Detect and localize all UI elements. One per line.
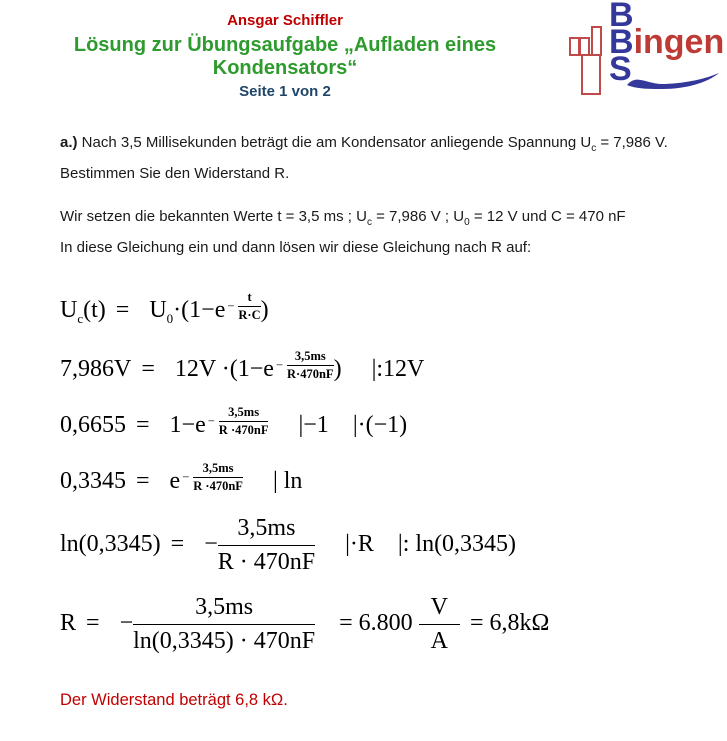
problem-label: a.) [60,134,78,151]
exponent-fraction: − $\frac{t}{R\cdot C}$ [227,290,261,322]
logo-letter-s: S [609,50,632,89]
conclusion-text: Der Widerstand beträgt 6,8 kΩ. [60,690,288,709]
operation-minus-1: |−1 [298,411,329,438]
equation-isolated-exponential: 0,3345 = e − $\frac{3,5ms}{R \cdot 470nF}$ | ln [60,460,303,494]
operation-times-r: |·R [345,530,374,557]
given-values-line2: In diese Gleichung ein und dann lösen wir diese Gleichung nach R auf: [60,239,532,256]
logo-ingen-text: ingen [633,23,725,62]
building-icon [567,16,607,96]
author-name: Ansgar Schiffler [227,12,343,29]
bbs-bingen-logo [567,0,725,96]
equation-result: R = − $\frac{3,5ms}{\ln(0,3345) \cdot 470nF}$ = 6.800 $\frac{V}{A}$ = 6,8kΩ [60,593,550,654]
equation-logarithm: ln(0,3345) = − $\frac{3,5ms}{R \cdot 470nF}$ |·R |: ln(0,3345) [60,514,517,575]
operation-times-minus-1: |·(−1) [352,411,408,438]
display-fraction: $\frac{3,5ms}{\ln(0,3345) \cdot 470nF}$ [133,593,316,654]
exponent-fraction: − $\frac{3,5ms}{R \cdot 470nF}$ [182,460,243,493]
operation-divide-ln: |: ln(0,3345) [397,530,517,557]
exponent-fraction: − $\frac{3,5ms}{R\cdot 470nF}$ [275,348,334,381]
display-fraction: $\frac{3,5ms}{R \cdot 470nF}$ [217,514,316,575]
unit-fraction-volt-ampere: $\frac{V}{A}$ [419,594,460,655]
operation-divide-12v: |:12V [371,355,425,382]
final-value: = 6,8kΩ [470,609,550,636]
equation-substituted: 7,986V = 12V ·(1−e − $\frac{3,5ms}{R\cdot 470nF}$ ) |:12V [60,348,425,382]
page-number: Seite 1 von 2 [239,83,331,100]
given-values-line1: Wir setzen die bekannten Werte t = 3,5 ms ; $U_c = 7,986$ V ; $U_0 = 12$ V und C = 470 nF [60,208,626,228]
swoosh-icon [627,72,719,92]
logo-letter-b2: B [609,23,634,62]
document-header [0,0,570,100]
equation-charging-formula: $U_c(t) = U_0\cdot(1-e$ − $\frac{t}{R\cdot C}$ ) [60,290,269,326]
problem-statement-line1: a.) Nach 3,5 Millisekunden beträgt die am Kondensator anliegende Spannung $U_c = 7,986$ V. [60,134,668,154]
exponent-fraction: − $\frac{3,5ms}{R \cdot 470nF}$ [207,404,269,437]
logo-letter-b1: B [609,0,634,34]
problem-statement-line2: Bestimmen Sie den Widerstand R. [60,165,290,182]
equation-divided: 0,6655 = 1−e − $\frac{3,5ms}{R \cdot 470nF}$ |−1 |·(−1) [60,404,408,438]
page-title: Lösung zur Übungsaufgabe „Aufladen eines Kondensators“ [73,34,497,79]
operation-ln: | ln [272,467,303,494]
